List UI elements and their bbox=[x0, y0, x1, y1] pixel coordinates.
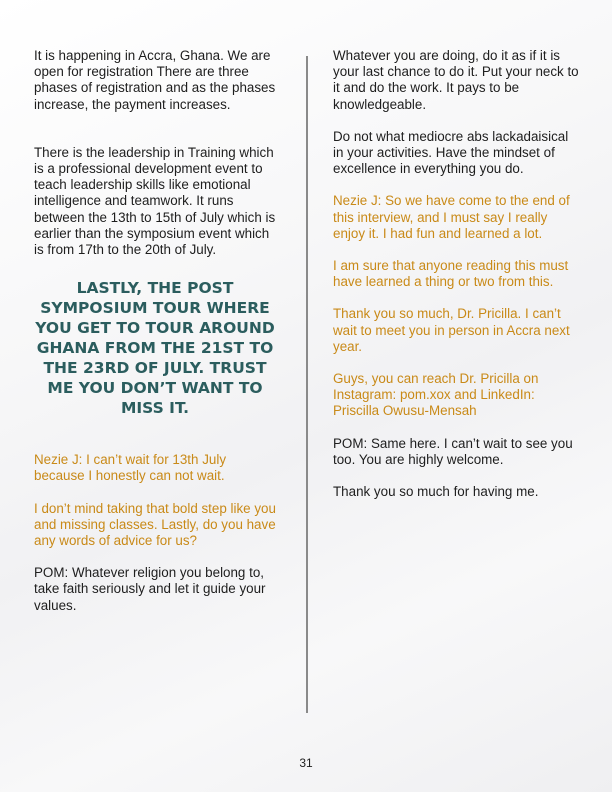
interviewee-answer: POM: Whatever religion you belong to, take faith seriously and let it guide your values. bbox=[34, 565, 266, 613]
pull-quote: LASTLY, THE POST SYMPOSIUM TOUR WHERE YOU GET TO TOUR AROUND GHANA FROM THE 21ST TO THE 23RD OF JULY. TRUST ME YOU DON’T WANT TO MISS IT. bbox=[35, 279, 275, 418]
right-column bbox=[333, 48, 581, 516]
interviewee-answer: POM: Same here. I can’t wait to see you too. You are highly welcome. bbox=[333, 435, 573, 467]
interviewer-question: Nezie J: I can’t wait for 13th July because I honestly can not wait. bbox=[34, 452, 227, 484]
left-column bbox=[34, 48, 276, 630]
interviewee-answer: Whatever you are doing, do it as if it is your last chance to do it. Put your neck to it and do the work. It pays to be knowledgeable. bbox=[333, 48, 579, 112]
interviewer-question: Thank you so much, Dr. Pricilla. I can’t wait to meet you in person in Accra next year. bbox=[333, 306, 570, 354]
interviewer-question: Guys, you can reach Dr. Pricilla on Instagram: pom.xox and LinkedIn: Priscilla Owusu-Mensah bbox=[333, 371, 539, 419]
interviewee-answer: Do not what mediocre abs lackadaisical in your activities. Have the mindset of excellence in everything you do. bbox=[333, 128, 569, 177]
interviewer-question: I am sure that anyone reading this must have learned a thing or two from this. bbox=[333, 258, 569, 290]
page-number: 31 bbox=[299, 756, 313, 770]
interviewer-question: I don’t mind taking that bold step like you and missing classes. Lastly, do you have any words of advice for us? bbox=[34, 500, 276, 549]
interviewer-question: Nezie J: So we have come to the end of this interview, and I must say I really enjoy it. I had fun and learned a lot. bbox=[333, 193, 570, 241]
body-paragraph: There is the leadership in Training which is a professional development event to teach leadership skills like emotional intelligence and teamwork. It runs between the 13th to 15th of July which is earlier than the symposium event which is from 17th to the 20th of July. bbox=[34, 144, 276, 258]
interviewee-answer: Thank you so much for having me. bbox=[333, 484, 539, 500]
body-paragraph: It is happening in Accra, Ghana. We are open for registration There are three phases of registration and as the phases increase, the payment increases. bbox=[34, 48, 276, 112]
column-divider bbox=[306, 56, 308, 713]
